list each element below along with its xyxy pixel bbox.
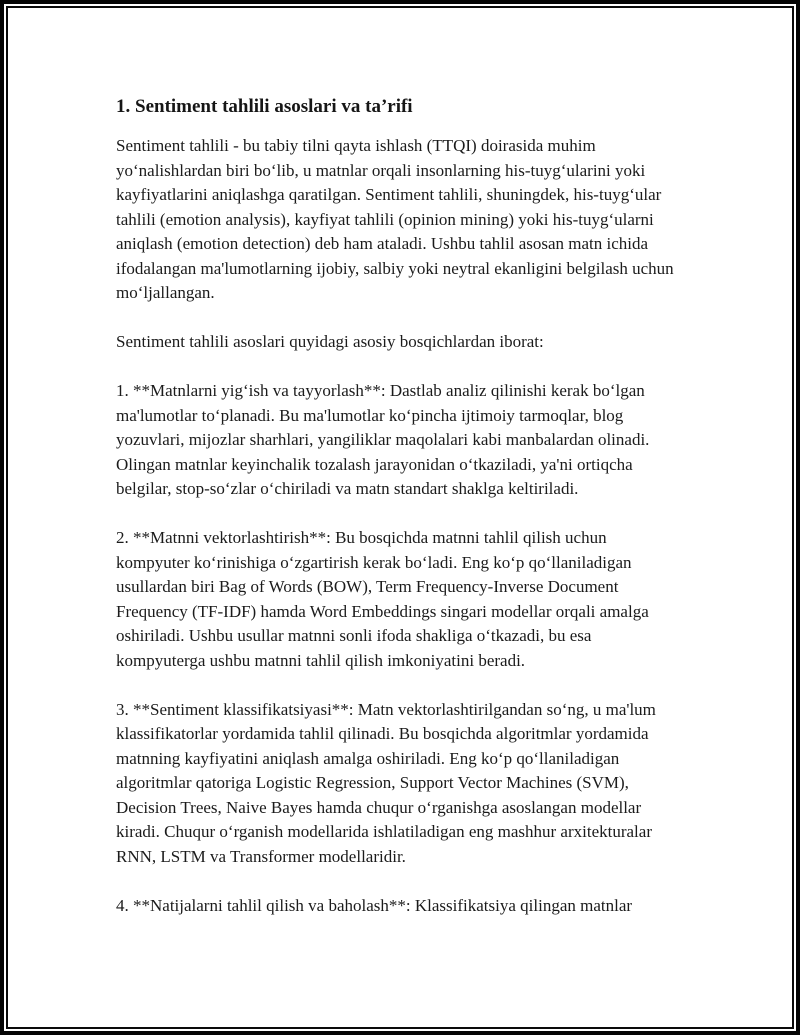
numbered-item-3: 3. **Sentiment klassifikatsiyasi**: Matn vektorlashtirilgandan soʻng, u ma'lum klassifikatorlar yordamida tahlil qilinadi. Bu bosqichda algoritmlar yordamida matnning kayfiyatini aniqlash amalga oshiriladi. Eng koʻp qoʻllaniladigan algoritmlar qatoriga Logistic Regression, Support Vector Machines (SVM), Decision Trees, Naive Bayes hamda chuqur oʻrganishga asoslangan modellar kiradi. Chuqur oʻrganish modellarida ishlatiladigan eng mashhur arxitekturalar RNN, LSTM va Transformer modellaridir.	[116, 699, 656, 866]
numbered-item-1: 1. **Matnlarni yigʻish va tayyorlash**: Dastlab analiz qilinishi kerak boʻlgan ma'lumotlar toʻplanadi. Bu ma'lumotlar koʻpincha ijtimoiy tarmoqlar, blog yozuvlari, mijozlar sharhlari, yangiliklar maqolalari kabi manbalardan olinadi. Olingan matnlar keyinchalik tozalash jarayonidan oʻtkaziladi, ya'ni ortiqcha belgilar, stop-soʻzlar oʻchiriladi va matn standart shaklga keltiriladi.	[116, 381, 650, 498]
page-inner-border	[6, 6, 794, 1029]
numbered-item-2: 2. **Matnni vektorlashtirish**: Bu bosqichda matnni tahlil qilish uchun kompyuter koʻrinishiga oʻzgartirish kerak boʻladi. Eng koʻp qoʻllaniladigan usullardan biri Bag of Words (BOW), Term Frequency-Inverse Document Frequency (TF-IDF) hamda Word Embeddings singari modellar orqali amalga oshiriladi. Ushbu usullar matnni sonli ifoda shakliga oʻtkazadi, bu esa kompyuterga ushbu matnni tahlil qilish imkoniyatini beradi.	[116, 528, 649, 670]
numbered-item-4: 4. **Natijalarni tahlil qilish va baholash**: Klassifikatsiya qilingan matnlar	[116, 895, 633, 915]
intro-paragraph: Sentiment tahlili - bu tabiy tilni qayta ishlash (TTQI) doirasida muhim yoʻnalishlardan biri boʻlib, u matnlar orqali insonlarning his-tuygʻularini yoki kayfiyatlarini aniqlashga qaratilgan. Sentiment tahlili, shuningdek, his-tuygʻular tahlili (emotion analysis), kayfiyat tahlili (opinion mining) yoki his-tuygʻularni aniqlash (emotion detection) deb ham ataladi. Ushbu tahlil asosan matn ichida ifodalangan ma'lumotlarning ijobiy, salbiy yoki neytral ekanligini belgilash uchun moʻljallangan.	[116, 136, 674, 302]
document-title: 1. Sentiment tahlili asoslari va ta’rifi	[116, 96, 413, 117]
document-content	[8, 8, 792, 918]
lead-in-paragraph: Sentiment tahlili asoslari quyidagi asosiy bosqichlardan iborat:	[116, 332, 544, 351]
